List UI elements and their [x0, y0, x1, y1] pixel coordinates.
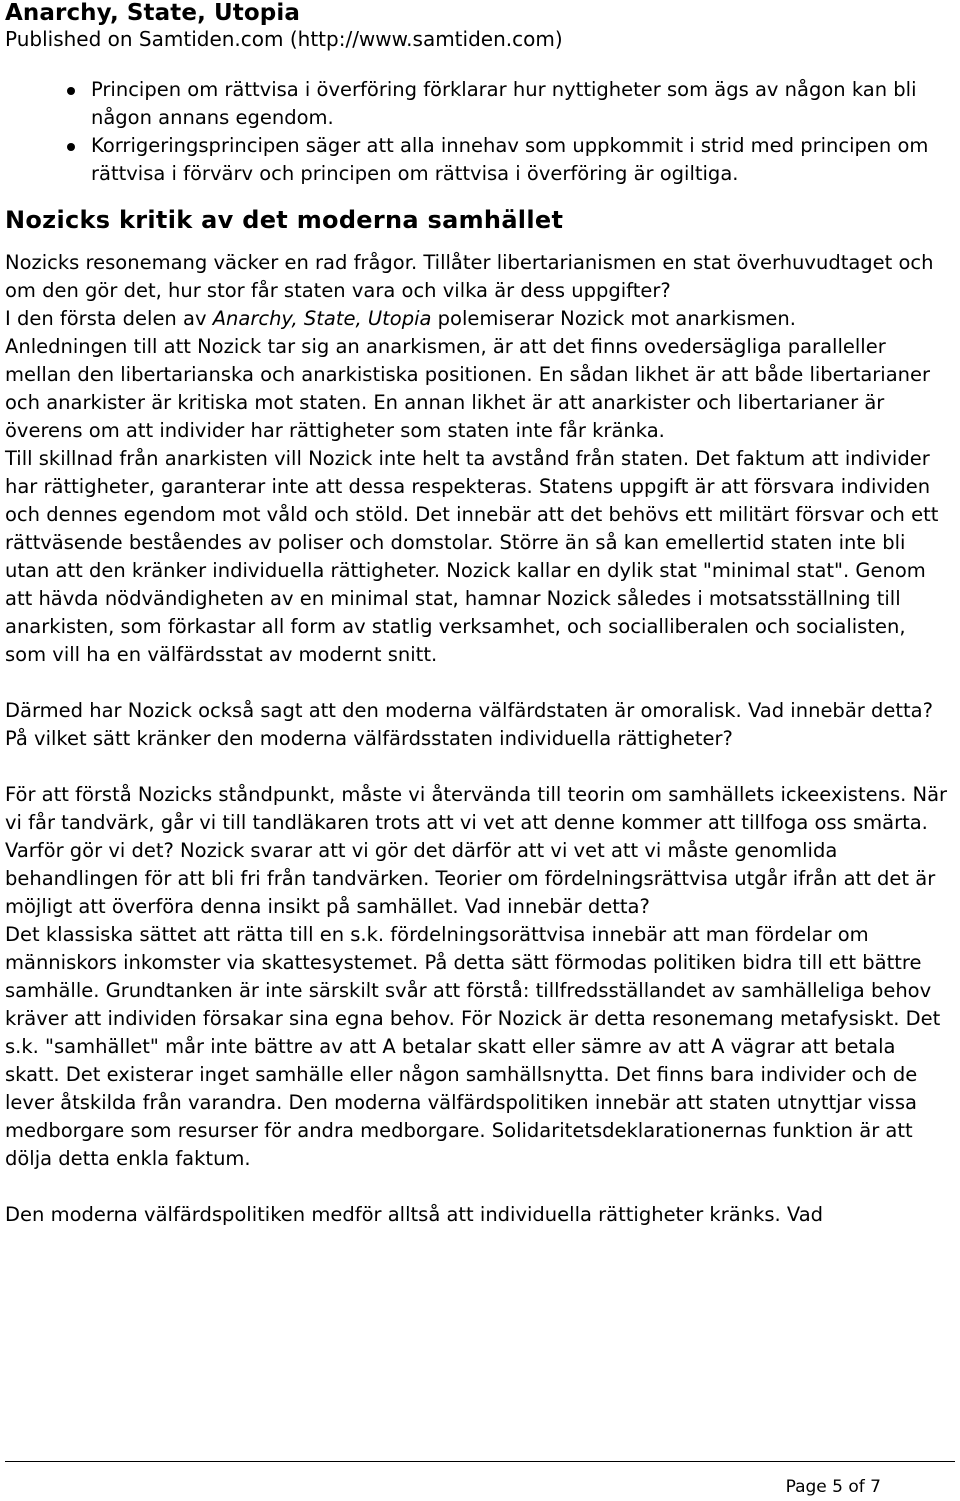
bullet-text: Principen om rättvisa i överföring förklarar hur nyttigheter som ägs av någon kan bli någon annans egendom.: [91, 78, 917, 129]
article-body: [5, 76, 950, 1229]
paragraph: Den moderna välfärdspolitiken medför alltså att individuella rättigheter kränks. Vad: [5, 1203, 824, 1226]
page-header: [5, 0, 955, 51]
paragraph-gap: [5, 669, 950, 697]
paragraph-text: I den första delen av: [5, 307, 213, 330]
paragraph: [5, 305, 950, 333]
paragraph: Det klassiska sättet att rätta till en s.k. fördelningsorättvisa innebär att man fördelar om människors inkomster via skattesystemet. På detta sätt förmodas politiken bidra till ett bättre samhälle. Grundtanken är inte särskilt svår att förstå: tillfredsställandet av samhälleliga behov kräver att individen försakar sina egna behov. För Nozick är detta resonemang metafysiskt. Det s.k. "samhället" mår inte bättre av att A betalar skatt eller sämre av att A vägrar att betala skatt. Det existerar inget samhälle eller någon samhällsnytta. Det finns bara individer och de lever åtskilda från varandra. Den moderna välfärdspolitiken innebär att staten utnyttjar vissa medborgare som resurser för andra medborgare. Solidaritetsdeklarationernas funktion är att dölja detta enkla faktum.: [5, 923, 941, 1170]
bullet-text: Korrigeringsprincipen säger att alla innehav som uppkommit i strid med principen om rättvisa i förvärv och principen om rättvisa i överföring är ogiltiga.: [91, 134, 929, 185]
paragraph-text: polemiserar Nozick mot anarkismen.: [431, 307, 796, 330]
section-heading: Nozicks kritik av det moderna samhället: [5, 206, 564, 234]
paragraph: Därmed har Nozick också sagt att den moderna välfärdstaten är omoralisk. Vad innebär detta? På vilket sätt kränker den moderna välfärdsstaten individuella rättigheter?: [5, 699, 933, 750]
page-number: Page 5 of 7: [785, 1477, 881, 1497]
paragraph-gap: [5, 1173, 950, 1201]
document-title: Anarchy, State, Utopia: [5, 0, 300, 26]
paragraph: För att förstå Nozicks ståndpunkt, måste vi återvända till teorin om samhällets ickeexistens. När vi får tandvärk, går vi till tandläkaren trots att vi vet att denne kommer att tillfoga oss smärta. Varför gör vi det? Nozick svarar att vi gör det därför att vi vet att vi måste genomlida behandlingen för att bli fri från tandvärken. Teorier om fördelningsrättvisa utgår ifrån att det är möjligt att överföra denna insikt på samhället. Vad innebär detta?: [5, 783, 948, 918]
document-page: [5, 0, 955, 1501]
bullet-list: [5, 76, 950, 188]
footer-divider: [5, 1461, 955, 1462]
paragraph: Till skillnad från anarkisten vill Nozick inte helt ta avstånd från staten. Det faktum att individer har rättigheter, garanterar inte att dessa respekteras. Statens uppgift är att försvara individen och dennes egendom mot våld och stöld. Det innebär att det behövs ett militärt försvar och ett rättväsende beståendes av poliser och domstolar. Större än så kan emellertid staten inte bli utan att den kränker individuella rättigheter. Nozick kallar en dylik stat "minimal stat". Genom att hävda nödvändigheten av en minimal stat, hamnar Nozick således i motsatsställning till anarkisten, som förkastar all form av statlig verksamhet, och socialliberalen och socialisten, som vill ha en välfärdsstat av modernt snitt.: [5, 447, 939, 666]
paragraph-gap: [5, 753, 950, 781]
published-line: Published on Samtiden.com (http://www.samtiden.com): [5, 27, 563, 51]
list-item: [91, 76, 950, 132]
paragraph: Anledningen till att Nozick tar sig an anarkismen, är att det finns ovedersägliga paralleller mellan den libertarianska och anarkistiska positionen. En sådan likhet är att både libertarianer och anarkister är kritiska mot staten. En annan likhet är att anarkister och libertarianer är överens om att individer har rättigheter som staten inte får kränka.: [5, 335, 931, 442]
bullet-icon: [67, 87, 75, 95]
paragraph: Nozicks resonemang väcker en rad frågor. Tillåter libertarianismen en stat överhuvudtaget och om den gör det, hur stor får staten vara och vilka är dess uppgifter?: [5, 251, 934, 302]
bullet-icon: [67, 143, 75, 151]
book-title: Anarchy, State, Utopia: [212, 307, 432, 330]
list-item: [91, 132, 950, 188]
